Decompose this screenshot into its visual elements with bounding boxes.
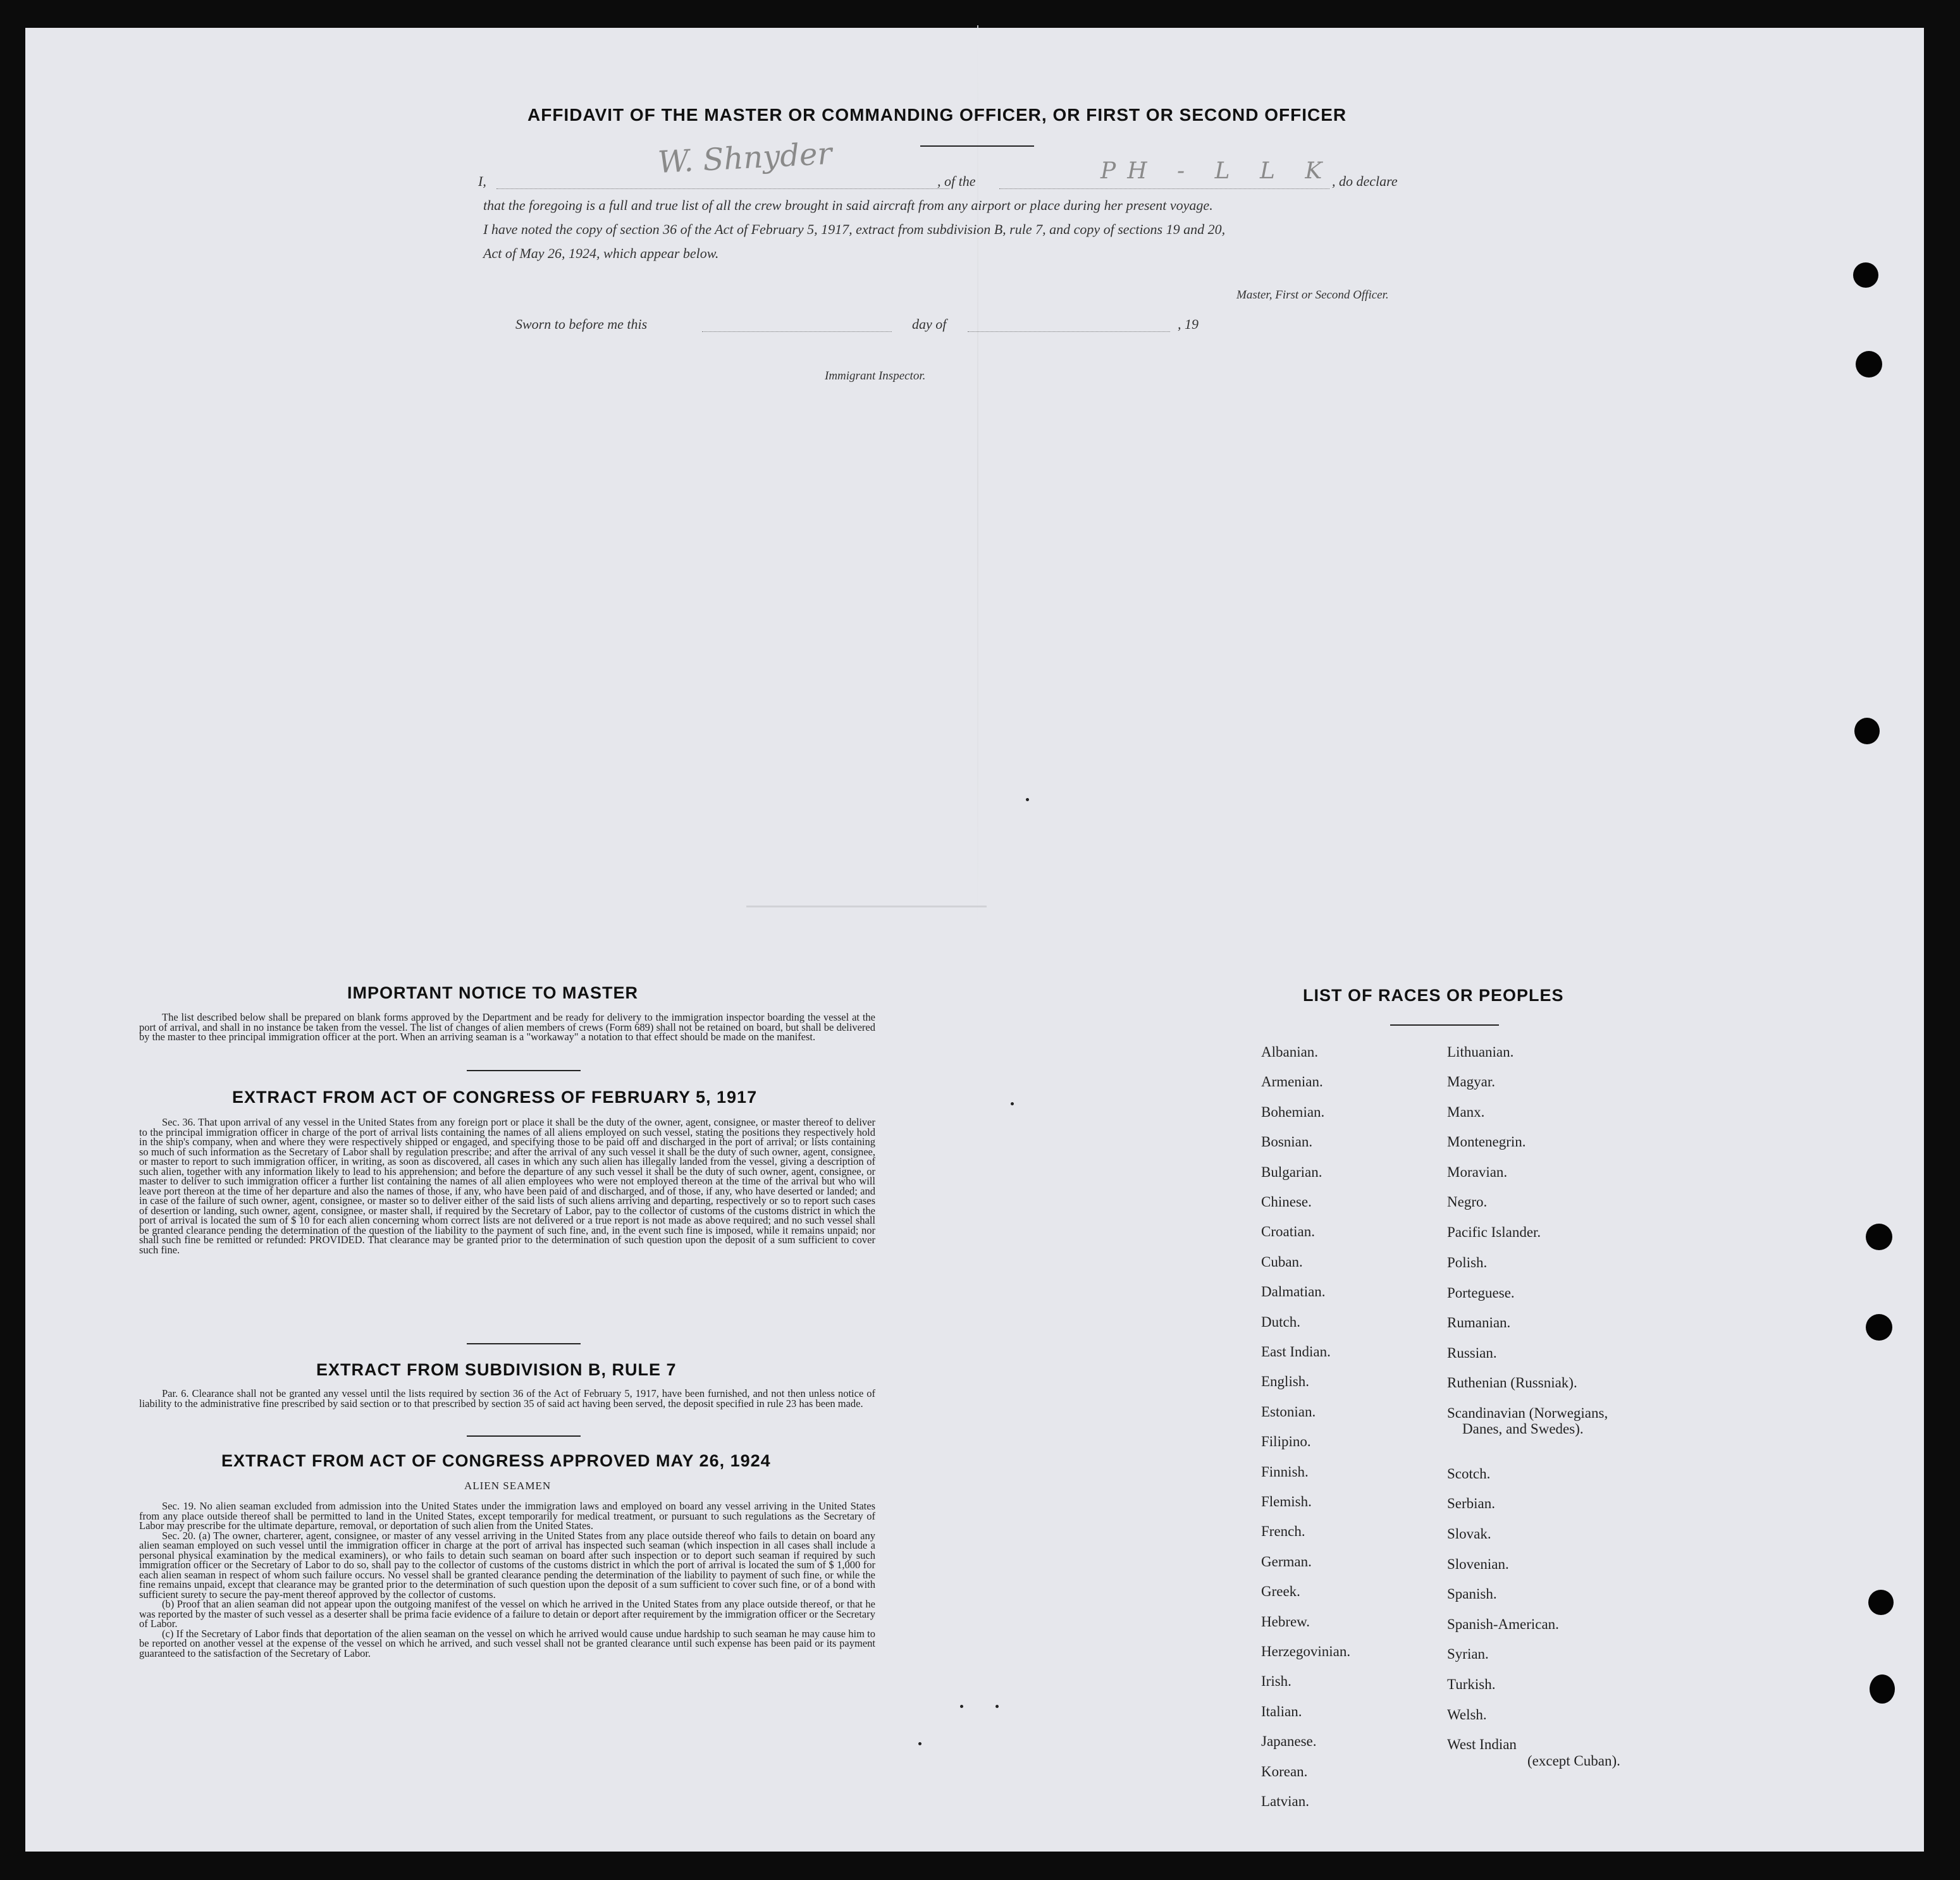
race-item: Ruthenian (Russniak). — [1447, 1375, 1577, 1391]
race-item: Slovenian. — [1447, 1556, 1509, 1572]
sec-20b-paragraph: (b) Proof that an alien seaman did not appear upon the outgoing manifest of the vessel on which he arrived in the United States from any place outside thereof, or that he was reported by the master of such vessel as a deserter shall be prima facie evidence of a failure to detain or deport after requirement by the immigration officer or the Secretary of Labor. — [139, 1598, 875, 1630]
race-item: Danes, and Swedes). — [1462, 1421, 1584, 1437]
signature-caption: Master, First or Second Officer. — [1236, 288, 1389, 302]
sec-20c-paragraph: (c) If the Secretary of Labor finds that deportation of the alien seaman on the vessel on which he arrived would cause undue hardship to such seaman he may cause him to be reported on another vessel at the expense of the vessel on which he arrived, and such vessel shall not be granted clearance until such expense has been paid or its payment guaranteed to the satisfaction of the Secretary of Labor. — [139, 1627, 875, 1659]
extract-1924-text — [139, 1501, 875, 1658]
fold-line-horizontal — [746, 906, 987, 907]
race-item: Cuban. — [1261, 1253, 1303, 1270]
race-item: Bulgarian. — [1261, 1164, 1322, 1180]
section-divider — [467, 1070, 581, 1071]
race-item: Pacific Islander. — [1447, 1224, 1541, 1240]
race-item: Albanian. — [1261, 1044, 1319, 1060]
sec-19-paragraph: Sec. 19. No alien seaman excluded from admission into the United States under the immigration laws and employed on board any vessel arriving in the United States from any place outside thereof shall be permitted to land in the United States, except temporarily for medical treatment, or pursuant to such regulations as the Secretary of Labor may prescribe for the ultimate departure, removal, or deportation of such alien from the United States. — [139, 1500, 875, 1532]
race-item: Hebrew. — [1261, 1613, 1310, 1630]
affidavit-do-declare: , do declare — [1332, 173, 1398, 189]
race-item: Croatian. — [1261, 1224, 1315, 1240]
race-item: Serbian. — [1447, 1496, 1496, 1511]
races-title-rule — [1390, 1024, 1499, 1026]
race-item: Magyar. — [1447, 1074, 1496, 1090]
race-item: Italian. — [1261, 1703, 1302, 1719]
race-item: Finnish. — [1261, 1463, 1309, 1480]
race-item: Japanese. — [1261, 1733, 1317, 1750]
race-item: Herzegovinian. — [1261, 1643, 1351, 1659]
race-item: Irish. — [1261, 1673, 1291, 1690]
affidavit-line-4: Act of May 26, 1924, which appear below. — [483, 245, 719, 261]
race-item: Chinese. — [1261, 1194, 1312, 1210]
speck — [1026, 798, 1029, 801]
race-item: Montenegrin. — [1447, 1134, 1526, 1150]
sec-36-paragraph: Sec. 36. That upon arrival of any vessel in the United States from any foreign port or place it shall be the duty of the owner, agent, consignee, or master thereof to deliver to the principal immigration officer in charge of the port of arrival lists containing the names of all aliens employed on such vessel, stating the positions they respectively hold in the ship's company, when and where they were respectively shipped or engaged, and specifying those to be paid off and discharged in the port of arrival; or lists containing so much of such information as the Secretary of Labor shall by regulation prescribe; and after the arrival of any such vessel it shall be the duty of such owner, agent, consignee, or master to report to such immigration officer, in writing, as soon as discovered, all cases in which any such alien has illegally landed from the vessel, giving a description of such alien, together with any information likely to lead to his apprehension; and before the departure of any such vessel it shall be the duty of such owner, agent, consignee, or master to deliver to such immigration officer a further list containing the names of all alien employees who were not employed thereon at the time of the arrival but who will leave port thereon at the time of her departure and also the names of those, if any, who have been paid of and discharged, and of those, if any, who have deserted or landed; and in case of the failure of such owner, agent, consignee, or master so to deliver either of the said lists of such aliens arriving and departing, respectively or so to report such cases of desertion or landing, such owner, agent, consignee, or master shall, if required by the Secretary of Labor, pay to the collector of customs of the customs district in which the port of arrival is located the sum of $ 10 for each alien concerning whom correct lists are not delivered or a true report is not made as above required; and no such vessel shall be granted clearance pending the determination of the question of the liability to the payment of such fine, and, in the event such fine is imposed, while it remains unpaid; nor shall such fine be remitted or refunded: PROVIDED. That clearance may be granted prior to the determination of such question upon the deposit of a sum sufficient to cover such fine. — [139, 1116, 875, 1256]
affidavit-line-3: I have noted the copy of section 36 of the Act of February 5, 1917, extract from subdivision B, rule 7, and copy of sections 19 and 20, — [483, 221, 1226, 237]
fold-line-vertical — [977, 25, 978, 936]
race-item: Filipino. — [1261, 1434, 1311, 1450]
race-item: (except Cuban). — [1527, 1753, 1620, 1769]
race-item: Polish. — [1447, 1255, 1488, 1270]
rule-7-text — [139, 1389, 875, 1408]
sec-20a-paragraph: Sec. 20. (a) The owner, charterer, agent, consignee, or master of any vessel arriving in the United States from any place outside thereof who fails to detain on board any alien seaman employed on such vessel until the immigration officer in charge at the port of arrival has inspected such seaman (which inspection in all cases shall include a personal physical examination by the medical examiners), or who fails to detain such seaman on board after such inspection or to deport such seaman if required by such immigration officer or the Secretary of Labor to do so, shall pay to the collector of customs of the customs district in which the port of arrival is located the sum of $ 1,000 for each alien seaman in respect of whom such failure occurs. No vessel shall be granted clearance pending the determination of the liability to payment of such fine, or while the fine remains unpaid, except that clearance may be granted prior to the determination of such question upon the deposit of a sum sufficient to cover such fine, or of a bond with sufficient surety to secure the pay-ment thereof approved by the collector of customs. — [139, 1529, 875, 1600]
race-item: Manx. — [1447, 1104, 1485, 1120]
extract-1924-title: EXTRACT FROM ACT OF CONGRESS APPROVED MAY 26, 1924 — [221, 1451, 771, 1470]
race-item: Dalmatian. — [1261, 1284, 1326, 1300]
race-item: Bosnian. — [1261, 1134, 1313, 1150]
race-item: Armenian. — [1261, 1074, 1323, 1090]
race-item: Porteguese. — [1447, 1285, 1515, 1301]
race-item: Scotch. — [1447, 1466, 1491, 1482]
officer-name-handwritten: W. Shnyder — [656, 135, 833, 181]
section-divider — [467, 1343, 581, 1344]
notice-text — [139, 1012, 875, 1042]
race-item: Rumanian. — [1447, 1315, 1511, 1330]
aircraft-handwritten: PH - L L K — [1100, 158, 1334, 184]
aircraft-blank — [999, 187, 1329, 189]
officer-name-blank — [496, 187, 949, 189]
affidavit-title-rule — [920, 145, 1034, 147]
sworn-day-blank — [702, 330, 892, 332]
race-item: Lithuanian. — [1447, 1044, 1514, 1060]
race-item: Slovak. — [1447, 1526, 1491, 1542]
race-item: Dutch. — [1261, 1313, 1300, 1330]
sworn-month-blank — [968, 330, 1170, 332]
speck — [960, 1705, 963, 1708]
race-item: Spanish. — [1447, 1586, 1497, 1602]
race-item: Moravian. — [1447, 1164, 1508, 1180]
punch-hole — [1853, 262, 1878, 288]
punch-hole — [1868, 1590, 1894, 1615]
race-item: Latvian. — [1261, 1793, 1309, 1809]
race-item: Syrian. — [1447, 1646, 1489, 1662]
race-item: Estonian. — [1261, 1403, 1316, 1420]
rule-7-title: EXTRACT FROM SUBDIVISION B, RULE 7 — [316, 1360, 677, 1379]
affidavit-line-2: that the foregoing is a full and true list of all the crew brought in said aircraft from any airport or place during her present voyage. — [483, 197, 1213, 213]
race-item: Welsh. — [1447, 1707, 1487, 1723]
race-item: Greek. — [1261, 1583, 1300, 1600]
speck — [995, 1705, 999, 1708]
race-item: East Indian. — [1261, 1344, 1331, 1360]
section-divider — [467, 1435, 581, 1437]
race-item: English. — [1261, 1373, 1310, 1390]
par-6-paragraph: Par. 6. Clearance shall not be granted any vessel until the lists required by section 36 of the Act of February 5, 1917, have been furnished, and not then unless notice of liability to the administrative fine prescribed by said section or to that prescribed by section 35 of said act having been served, the deposit specified in rule 23 has been made. — [139, 1387, 875, 1410]
race-item: German. — [1261, 1553, 1312, 1570]
inspector-caption: Immigrant Inspector. — [825, 369, 926, 383]
race-item: Bohemian. — [1261, 1103, 1325, 1120]
races-title: LIST OF RACES OR PEOPLES — [1303, 986, 1564, 1005]
race-item: Russian. — [1447, 1345, 1497, 1361]
year-label: , 19 — [1178, 316, 1199, 332]
speck — [1011, 1102, 1014, 1105]
punch-hole — [1866, 1314, 1892, 1341]
punch-hole — [1856, 351, 1882, 378]
day-of-label: day of — [912, 316, 947, 332]
punch-hole — [1854, 718, 1880, 744]
race-item: French. — [1261, 1523, 1305, 1540]
race-item: Spanish-American. — [1447, 1616, 1559, 1632]
race-item: West Indian — [1447, 1736, 1517, 1752]
race-item: Scandinavian (Norwegians, — [1447, 1405, 1608, 1421]
notice-title: IMPORTANT NOTICE TO MASTER — [347, 983, 638, 1002]
affidavit-i-label: I, — [478, 173, 486, 189]
notice-paragraph: The list described below shall be prepared on blank forms approved by the Department and be ready for delivery to the immigration inspector boarding the vessel at the port of arrival, and shall in no instance be taken from the vessel. The list of changes of alien members of crews (Form 689) shall not be retained on board, but shall be delivered by the master to thee principal immigration officer at the port. When an arriving seaman is a "workaway" a notation to that effect should be made on the manifest. — [139, 1011, 875, 1043]
punch-hole — [1870, 1674, 1895, 1704]
extract-1917-title: EXTRACT FROM ACT OF CONGRESS OF FEBRUARY 5, 1917 — [232, 1088, 758, 1107]
affidavit-of-the-label: , of the — [937, 173, 976, 189]
race-item: Korean. — [1261, 1763, 1308, 1779]
affidavit-title: AFFIDAVIT OF THE MASTER OR COMMANDING OFFICER, OR FIRST OR SECOND OFFICER — [527, 105, 1347, 125]
alien-seamen-subtitle: ALIEN SEAMEN — [464, 1480, 552, 1492]
punch-hole — [1866, 1224, 1892, 1250]
extract-1917-text — [139, 1117, 875, 1255]
sworn-label: Sworn to before me this — [515, 316, 648, 332]
race-item: Turkish. — [1447, 1676, 1496, 1692]
speck — [918, 1742, 921, 1745]
race-item: Flemish. — [1261, 1494, 1312, 1509]
race-item: Negro. — [1447, 1194, 1488, 1210]
